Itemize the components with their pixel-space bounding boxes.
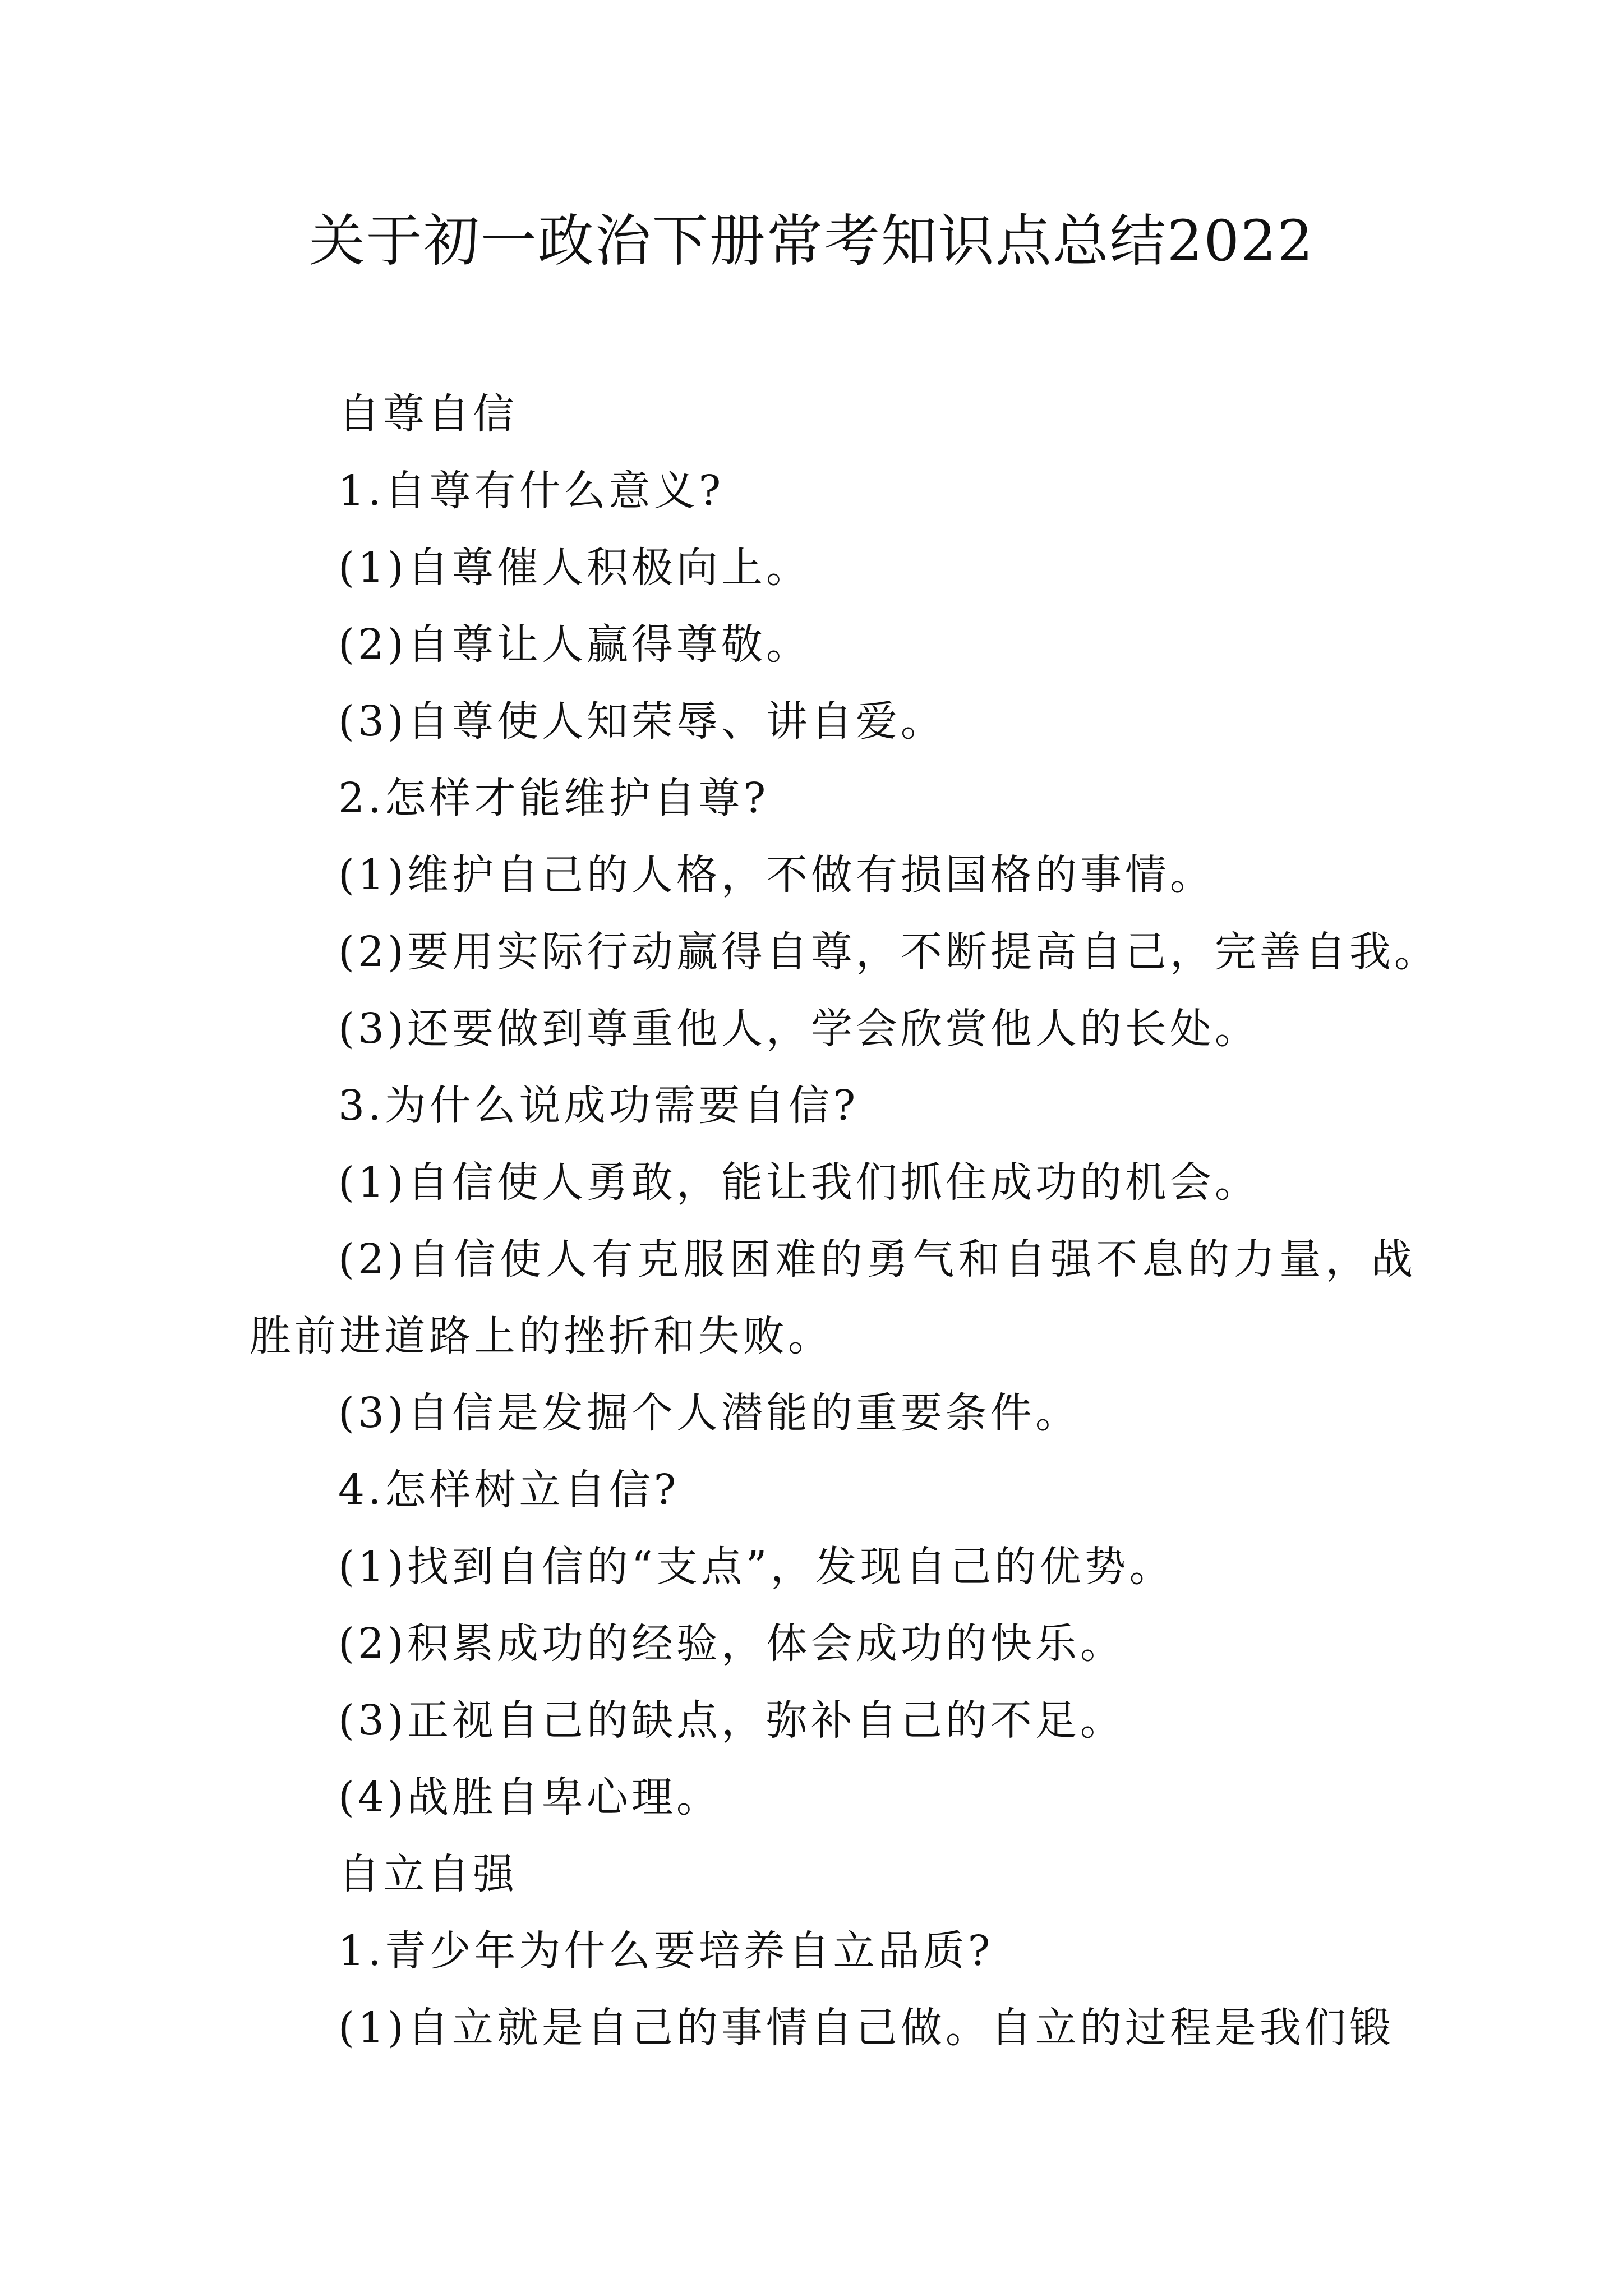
answer-item: (2)积累成功的经验，体会成功的快乐。 — [338, 1619, 1125, 1668]
answer-item: (1)自尊催人积极向上。 — [338, 544, 811, 592]
answer-item-wrapped: (2)自信使人有克服困难的勇气和自强不息的力量，战胜前进道路上的挫折和失败。 — [250, 1235, 1416, 1360]
document-title: 关于初一政治下册常考知识点总结2022 — [308, 208, 1315, 274]
answer-item: (2)自尊让人赢得尊敬。 — [338, 620, 811, 669]
question: 3.为什么说成功需要自信? — [338, 1082, 859, 1130]
answer-item: (3)自尊使人知荣辱、讲自爱。 — [338, 697, 946, 746]
answer-item: (3)还要做到尊重他人，学会欣赏他人的长处。 — [338, 1005, 1260, 1053]
answer-item: (3)正视自己的缺点，弥补自己的不足。 — [338, 1696, 1125, 1745]
section-heading: 自尊自信 — [338, 390, 518, 438]
section-heading: 自立自强 — [338, 1850, 518, 1898]
question: 1.青少年为什么要培养自立品质? — [338, 1927, 994, 1975]
answer-item: (1)维护自己的人格，不做有损国格的事情。 — [338, 851, 1215, 899]
answer-item: (3)自信是发掘个人潜能的重要条件。 — [338, 1389, 1080, 1437]
answer-item: (1)自信使人勇敢，能让我们抓住成功的机会。 — [338, 1158, 1260, 1207]
document-body — [250, 376, 1439, 2067]
answer-item: (4)战胜自卑心理。 — [338, 1773, 721, 1821]
answer-item: (2)要用实际行动赢得自尊，不断提高自己，完善自我。 — [338, 928, 1439, 976]
question: 1.自尊有什么意义? — [338, 467, 725, 515]
question: 2.怎样才能维护自尊? — [338, 774, 769, 822]
answer-item: (1)找到自信的“支点”，发现自己的优势。 — [338, 1543, 1174, 1591]
answer-item: (1)自立就是自己的事情自己做。自立的过程是我们锻 — [338, 2004, 1394, 2052]
question: 4.怎样树立自信? — [338, 1466, 680, 1514]
